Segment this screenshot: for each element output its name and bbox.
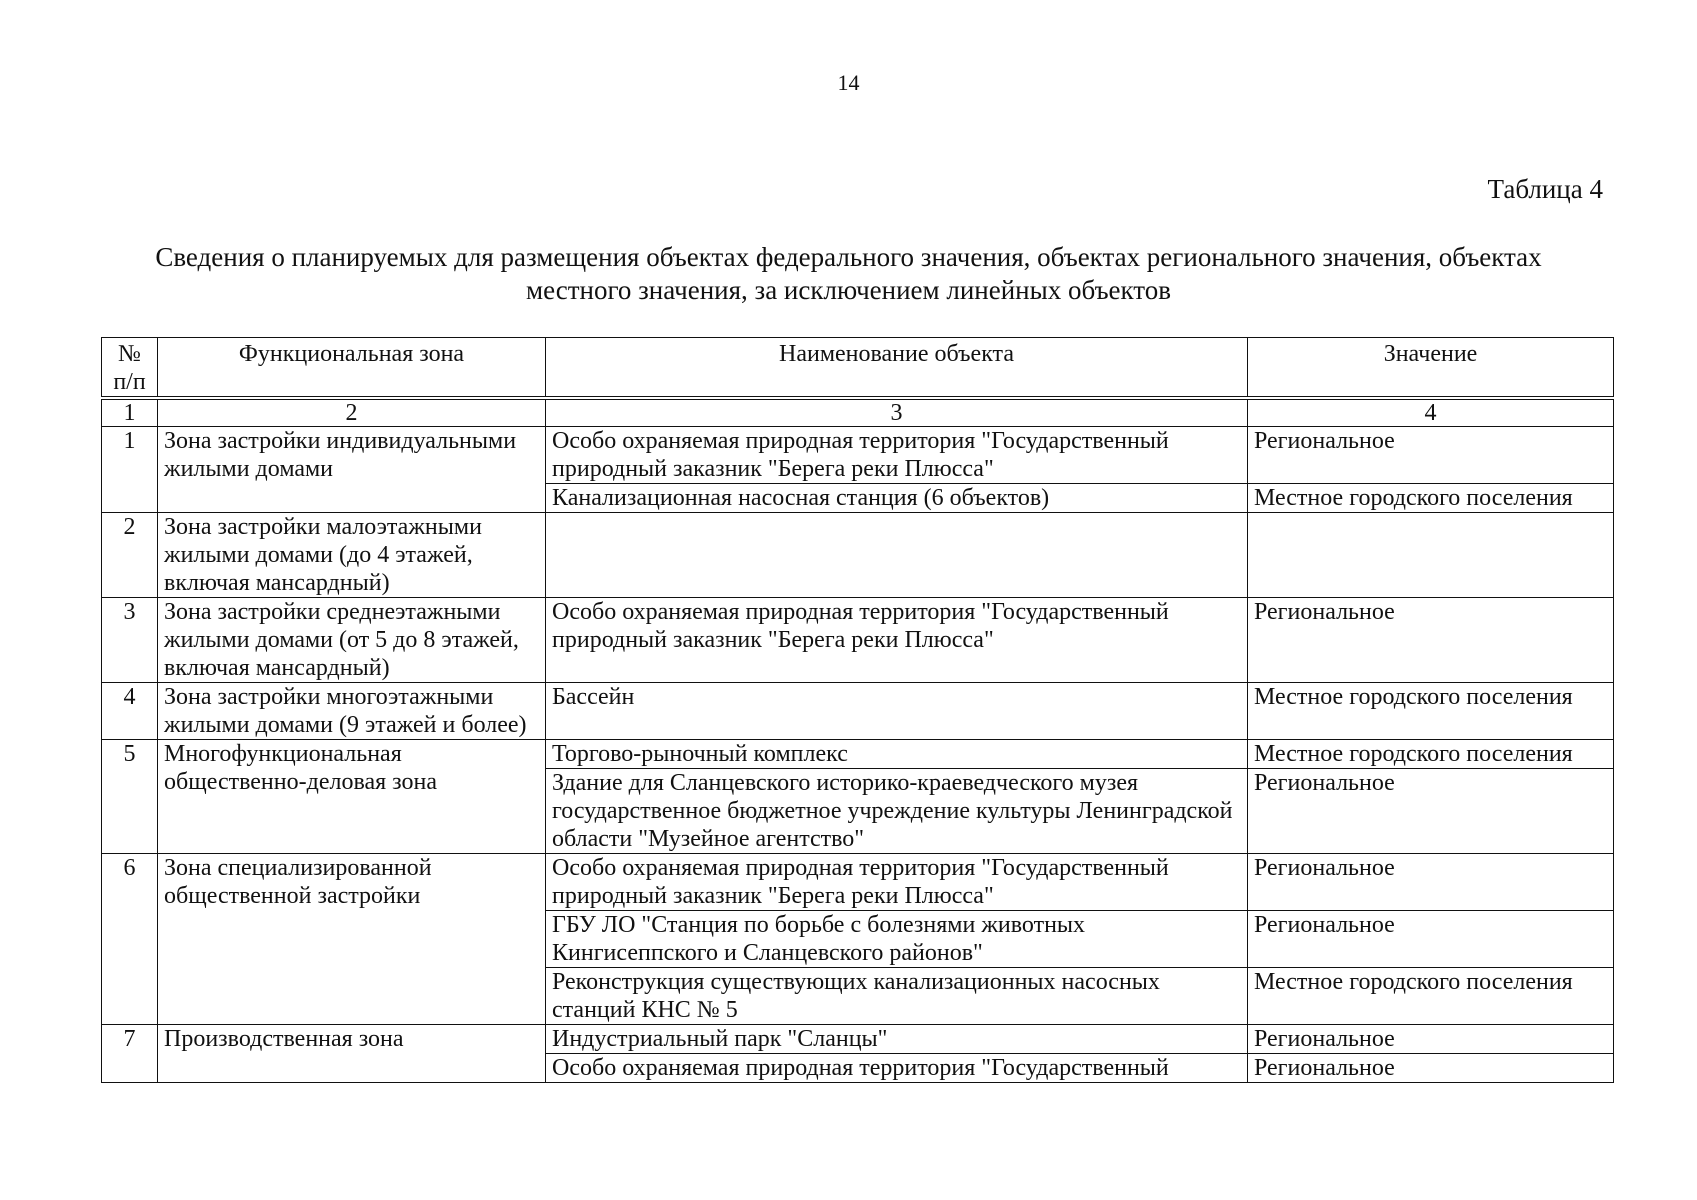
significance-cell: Местное городского поселения: [1248, 484, 1614, 513]
column-index: 4: [1248, 398, 1614, 427]
significance-cell: Региональное: [1248, 769, 1614, 854]
row-number: 2: [102, 513, 158, 598]
significance-cell: Региональное: [1248, 427, 1614, 484]
table-row: [102, 598, 1614, 683]
table-caption: Таблица 4: [1487, 174, 1603, 204]
significance-cell: Региональное: [1248, 598, 1614, 683]
functional-zone-cell: Зона застройки малоэтажными жилыми домами (до 4 этажей, включая мансардный): [158, 513, 546, 598]
title-line: Сведения о планируемых для размещения объектах федерального значения, объектах регионального значения, объектах: [155, 242, 1542, 272]
row-number: 7: [102, 1025, 158, 1083]
object-name-cell: Особо охраняемая природная территория "Государственный: [546, 1054, 1248, 1083]
functional-zone-cell: Производственная зона: [158, 1025, 546, 1083]
column-index: 2: [158, 398, 546, 427]
object-name-cell: Бассейн: [546, 683, 1248, 740]
row-number: 3: [102, 598, 158, 683]
table-row: [102, 854, 1614, 911]
header-object-name: Наименование объекта: [546, 338, 1248, 399]
document-title: [110, 241, 1587, 307]
header-significance: Значение: [1248, 338, 1614, 399]
object-name-cell: Особо охраняемая природная территория "Государственный природный заказник "Берега реки Плюсса": [546, 598, 1248, 683]
object-name-cell: Реконструкция существующих канализационных насосных станций КНС № 5: [546, 968, 1248, 1025]
object-name-cell: ГБУ ЛО "Станция по борьбе с болезнями животных Кингисеппского и Сланцевского районов": [546, 911, 1248, 968]
page-number: 14: [837, 70, 860, 95]
object-name-cell: Здание для Сланцевского историко-краеведческого музея государственное бюджетное учреждение культуры Ленинградской области "Музейное агентство": [546, 769, 1248, 854]
significance-cell: Региональное: [1248, 911, 1614, 968]
significance-cell: Региональное: [1248, 1025, 1614, 1054]
planned-objects-table: [101, 337, 1614, 1083]
significance-cell: Местное городского поселения: [1248, 740, 1614, 769]
significance-cell: Местное городского поселения: [1248, 968, 1614, 1025]
object-name-cell: Индустриальный парк "Сланцы": [546, 1025, 1248, 1054]
object-name-cell: Канализационная насосная станция (6 объектов): [546, 484, 1248, 513]
object-name-cell: Особо охраняемая природная территория "Государственный природный заказник "Берега реки Плюсса": [546, 854, 1248, 911]
table-header-row: [102, 338, 1614, 399]
title-line: местного значения, за исключением линейных объектов: [526, 275, 1171, 305]
table-row: [102, 1025, 1614, 1054]
column-index: 3: [546, 398, 1248, 427]
significance-cell: [1248, 513, 1614, 598]
row-number: 1: [102, 427, 158, 513]
table-row: [102, 427, 1614, 484]
row-number: 5: [102, 740, 158, 854]
row-number: 4: [102, 683, 158, 740]
header-functional-zone: Функциональная зона: [158, 338, 546, 399]
functional-zone-cell: Многофункциональная общественно-деловая зона: [158, 740, 546, 854]
header-number: № п/п: [102, 338, 158, 399]
functional-zone-cell: Зона застройки индивидуальными жилыми домами: [158, 427, 546, 513]
object-name-cell: Особо охраняемая природная территория "Государственный природный заказник "Берега реки Плюсса": [546, 427, 1248, 484]
column-index-row: [102, 398, 1614, 427]
functional-zone-cell: Зона застройки среднеэтажными жилыми домами (от 5 до 8 этажей, включая мансардный): [158, 598, 546, 683]
object-name-cell: [546, 513, 1248, 598]
table-row: [102, 683, 1614, 740]
row-number: 6: [102, 854, 158, 1025]
significance-cell: Местное городского поселения: [1248, 683, 1614, 740]
table-row: [102, 513, 1614, 598]
functional-zone-cell: Зона специализированной общественной застройки: [158, 854, 546, 1025]
table-row: [102, 740, 1614, 769]
significance-cell: Региональное: [1248, 1054, 1614, 1083]
object-name-cell: Торгово-рыночный комплекс: [546, 740, 1248, 769]
significance-cell: Региональное: [1248, 854, 1614, 911]
functional-zone-cell: Зона застройки многоэтажными жилыми домами (9 этажей и более): [158, 683, 546, 740]
column-index: 1: [102, 398, 158, 427]
